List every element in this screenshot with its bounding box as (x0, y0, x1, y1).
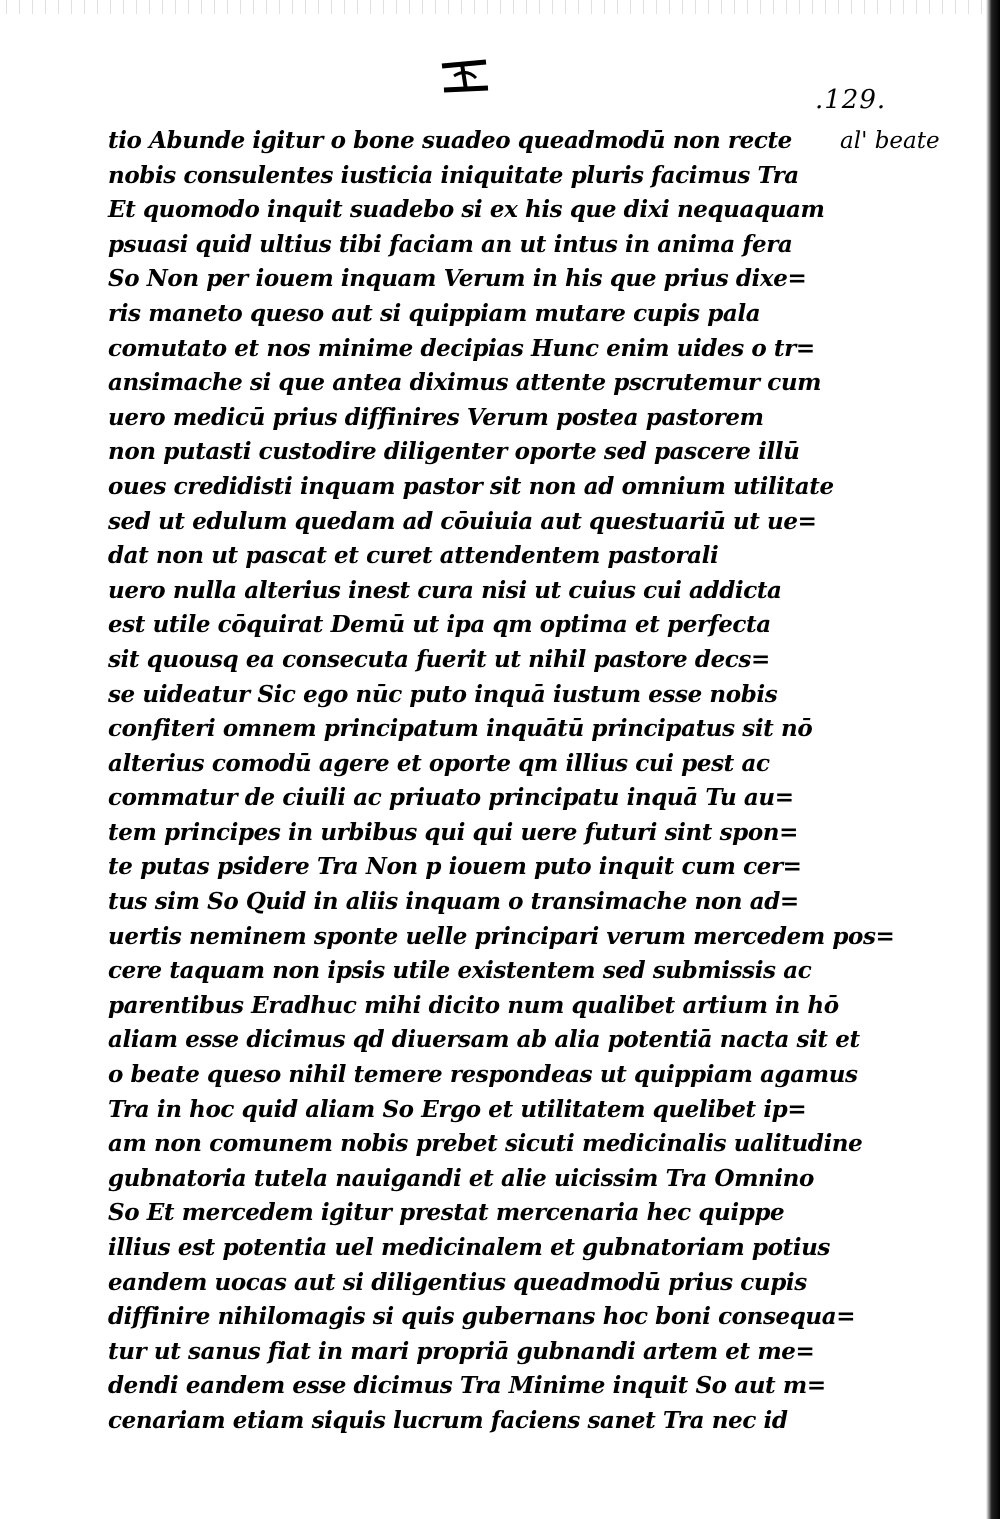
text-line: parentibus Eradhuc mihi dicito num qualibet artium in hō (108, 991, 839, 1019)
text-line: tio Abunde igitur o bone suadeo queadmodū non recte (108, 127, 792, 154)
page-right-edge (986, 0, 1000, 1519)
text-line: tem principes in urbibus qui qui uere futuri sint spon= (108, 818, 799, 846)
text-line: Tra in hoc quid aliam So Ergo et utilitatem quelibet ip= (108, 1095, 807, 1123)
header-flourish-mark (440, 58, 490, 98)
text-line: sit quousq ea consecuta fuerit ut nihil pastore decs= (108, 645, 770, 673)
text-line: eandem uocas aut si diligentius queadmodū prius cupis (108, 1268, 807, 1296)
text-line: cere taquam non ipsis utile existentem sed submissis ac (108, 957, 812, 985)
text-line: alterius comodū agere et oporte qm illius cui pest ac (108, 749, 770, 777)
text-line: confiteri omnem principatum inquātū principatus sit nō (108, 715, 813, 743)
text-line: cenariam etiam siquis lucrum faciens sanet Tra nec id (108, 1406, 788, 1434)
text-line: So Et mercedem igitur prestat mercenaria hec quippe (108, 1199, 785, 1227)
folio-number: .129. (815, 85, 887, 115)
text-line: oues credidisti inquam pastor sit non ad omnium utilitate (108, 472, 834, 500)
text-line: psuasi quid ultius tibi faciam an ut intus in anima fera (108, 230, 793, 258)
text-line: uertis neminem sponte uelle principari verum mercedem pos= (108, 922, 895, 950)
text-line: tus sim So Quid in aliis inquam o transimache non ad= (108, 888, 799, 916)
marginal-note: al' beate (840, 128, 940, 154)
text-line: am non comunem nobis prebet sicuti medicinalis ualitudine (108, 1130, 863, 1158)
text-line: est utile cōquirat Demū ut ipa qm optima et perfecta (108, 611, 771, 639)
text-line: gubnatoria tutela nauigandi et alie uicissim Tra Omnino (108, 1164, 814, 1192)
text-line: illius est potentia uel medicinalem et gubnatoriam potius (108, 1234, 830, 1261)
text-line: diffinire nihilomagis si quis gubernans hoc boni consequa= (108, 1303, 856, 1331)
text-line: uero medicū prius diffinires Verum postea pastorem (108, 403, 764, 431)
text-line: So Non per iouem inquam Verum in his que prius dixe= (108, 265, 807, 293)
text-line: o beate queso nihil temere respondeas ut quippiam agamus (108, 1061, 858, 1089)
text-line: dat non ut pascat et curet attendentem pastorali (108, 542, 719, 570)
text-line: commatur de ciuili ac priuato principatu inquā Tu au= (108, 784, 794, 812)
text-line: uero nulla alterius inest cura nisi ut cuius cui addicta (108, 576, 782, 604)
text-line: te putas psidere Tra Non p iouem puto inquit cum cer= (108, 853, 802, 881)
text-line: ris maneto queso aut si quippiam mutare cupis pala (108, 299, 761, 327)
text-line: Et quomodo inquit suadebo si ex his que dixi nequaquam (108, 196, 825, 224)
text-line: comutato et nos minime decipias Hunc enim uides o tr= (108, 334, 815, 362)
text-line: ansimache si que antea diximus attente pscrutemur cum (108, 369, 822, 397)
text-line: dendi eandem esse dicimus Tra Minime inquit So aut m= (108, 1372, 826, 1400)
text-line: se uideatur Sic ego nūc puto inquā iustum esse nobis (108, 680, 778, 708)
page-top-edge (0, 0, 1000, 14)
text-line: non putasti custodire diligenter oporte sed pascere illū (108, 438, 800, 466)
text-line: tur ut sanus fiat in mari propriā gubnandi artem et me= (108, 1337, 815, 1365)
text-line: aliam esse dicimus qd diuersam ab alia potentiā nacta sit et (108, 1026, 860, 1054)
text-line: nobis consulentes iusticia iniquitate pluris facimus Tra (108, 161, 799, 189)
text-line: sed ut edulum quedam ad cōuiuia aut questuariū ut ue= (108, 507, 817, 535)
